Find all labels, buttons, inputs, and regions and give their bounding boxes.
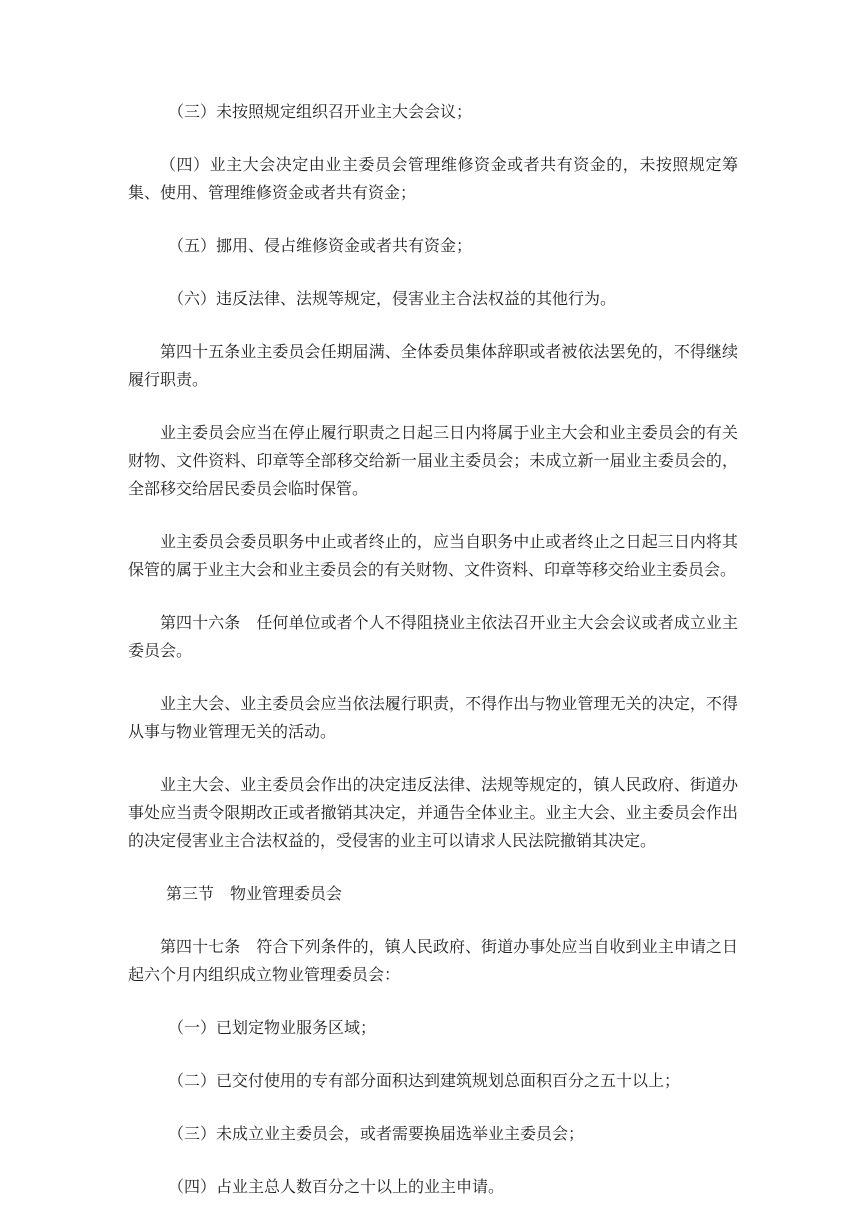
clause-item-3: （三）未按照规定组织召开业主大会会议； bbox=[168, 102, 473, 121]
document-body bbox=[128, 98, 738, 1226]
clause-item-4: （四）业主大会决定由业主委员会管理维修资金或者共有资金的，未按照规定筹集、使用、管理维修资金或者共有资金； bbox=[128, 155, 738, 202]
clause-item-6: （六）违反法律、法规等规定，侵害业主合法权益的其他行为。 bbox=[168, 289, 617, 308]
article-47: 第四十七条 符合下列条件的，镇人民政府、街道办事处应当自收到业主申请之日起六个月内组织成立物业管理委员会： bbox=[128, 937, 738, 984]
clause-item-5: （五）挪用、侵占维修资金或者共有资金； bbox=[168, 236, 473, 255]
condition-item-1: （一）已划定物业服务区域； bbox=[168, 1018, 377, 1037]
article-45-paragraph-2: 业主委员会应当在停止履行职责之日起三日内将属于业主大会和业主委员会的有关财物、文件资料、印章等全部移交给新一届业主委员会；未成立新一届业主委员会的，全部移交给居民委员会临时保管。 bbox=[128, 423, 738, 498]
section-title: 第三节 物业管理委员会 bbox=[166, 884, 343, 903]
condition-item-2: （二）已交付使用的专有部分面积达到建筑规划总面积百分之五十以上； bbox=[168, 1071, 681, 1090]
article-46-paragraph-2: 业主大会、业主委员会应当依法履行职责，不得作出与物业管理无关的决定，不得从事与物业管理无关的活动。 bbox=[128, 694, 738, 741]
condition-item-4: （四）占业主总人数百分之十以上的业主申请。 bbox=[168, 1177, 505, 1196]
article-46-paragraph-3: 业主大会、业主委员会作出的决定违反法律、法规等规定的，镇人民政府、街道办事处应当责令限期改正或者撤销其决定，并通告全体业主。业主大会、业主委员会作出的决定侵害业主合法权益的，受侵害的业主可以请求人民法院撤销其决定。 bbox=[128, 775, 738, 850]
article-46: 第四十六条 任何单位或者个人不得阻挠业主依法召开业主大会会议或者成立业主委员会。 bbox=[128, 613, 738, 660]
condition-item-3: （三）未成立业主委员会，或者需要换届选举业主委员会； bbox=[168, 1124, 585, 1143]
article-45: 第四十五条业主委员会任期届满、全体委员集体辞职或者被依法罢免的，不得继续履行职责。 bbox=[128, 342, 738, 389]
article-45-paragraph-3: 业主委员会委员职务中止或者终止的，应当自职务中止或者终止之日起三日内将其保管的属于业主大会和业主委员会的有关财物、文件资料、印章等移交给业主委员会。 bbox=[128, 532, 738, 579]
